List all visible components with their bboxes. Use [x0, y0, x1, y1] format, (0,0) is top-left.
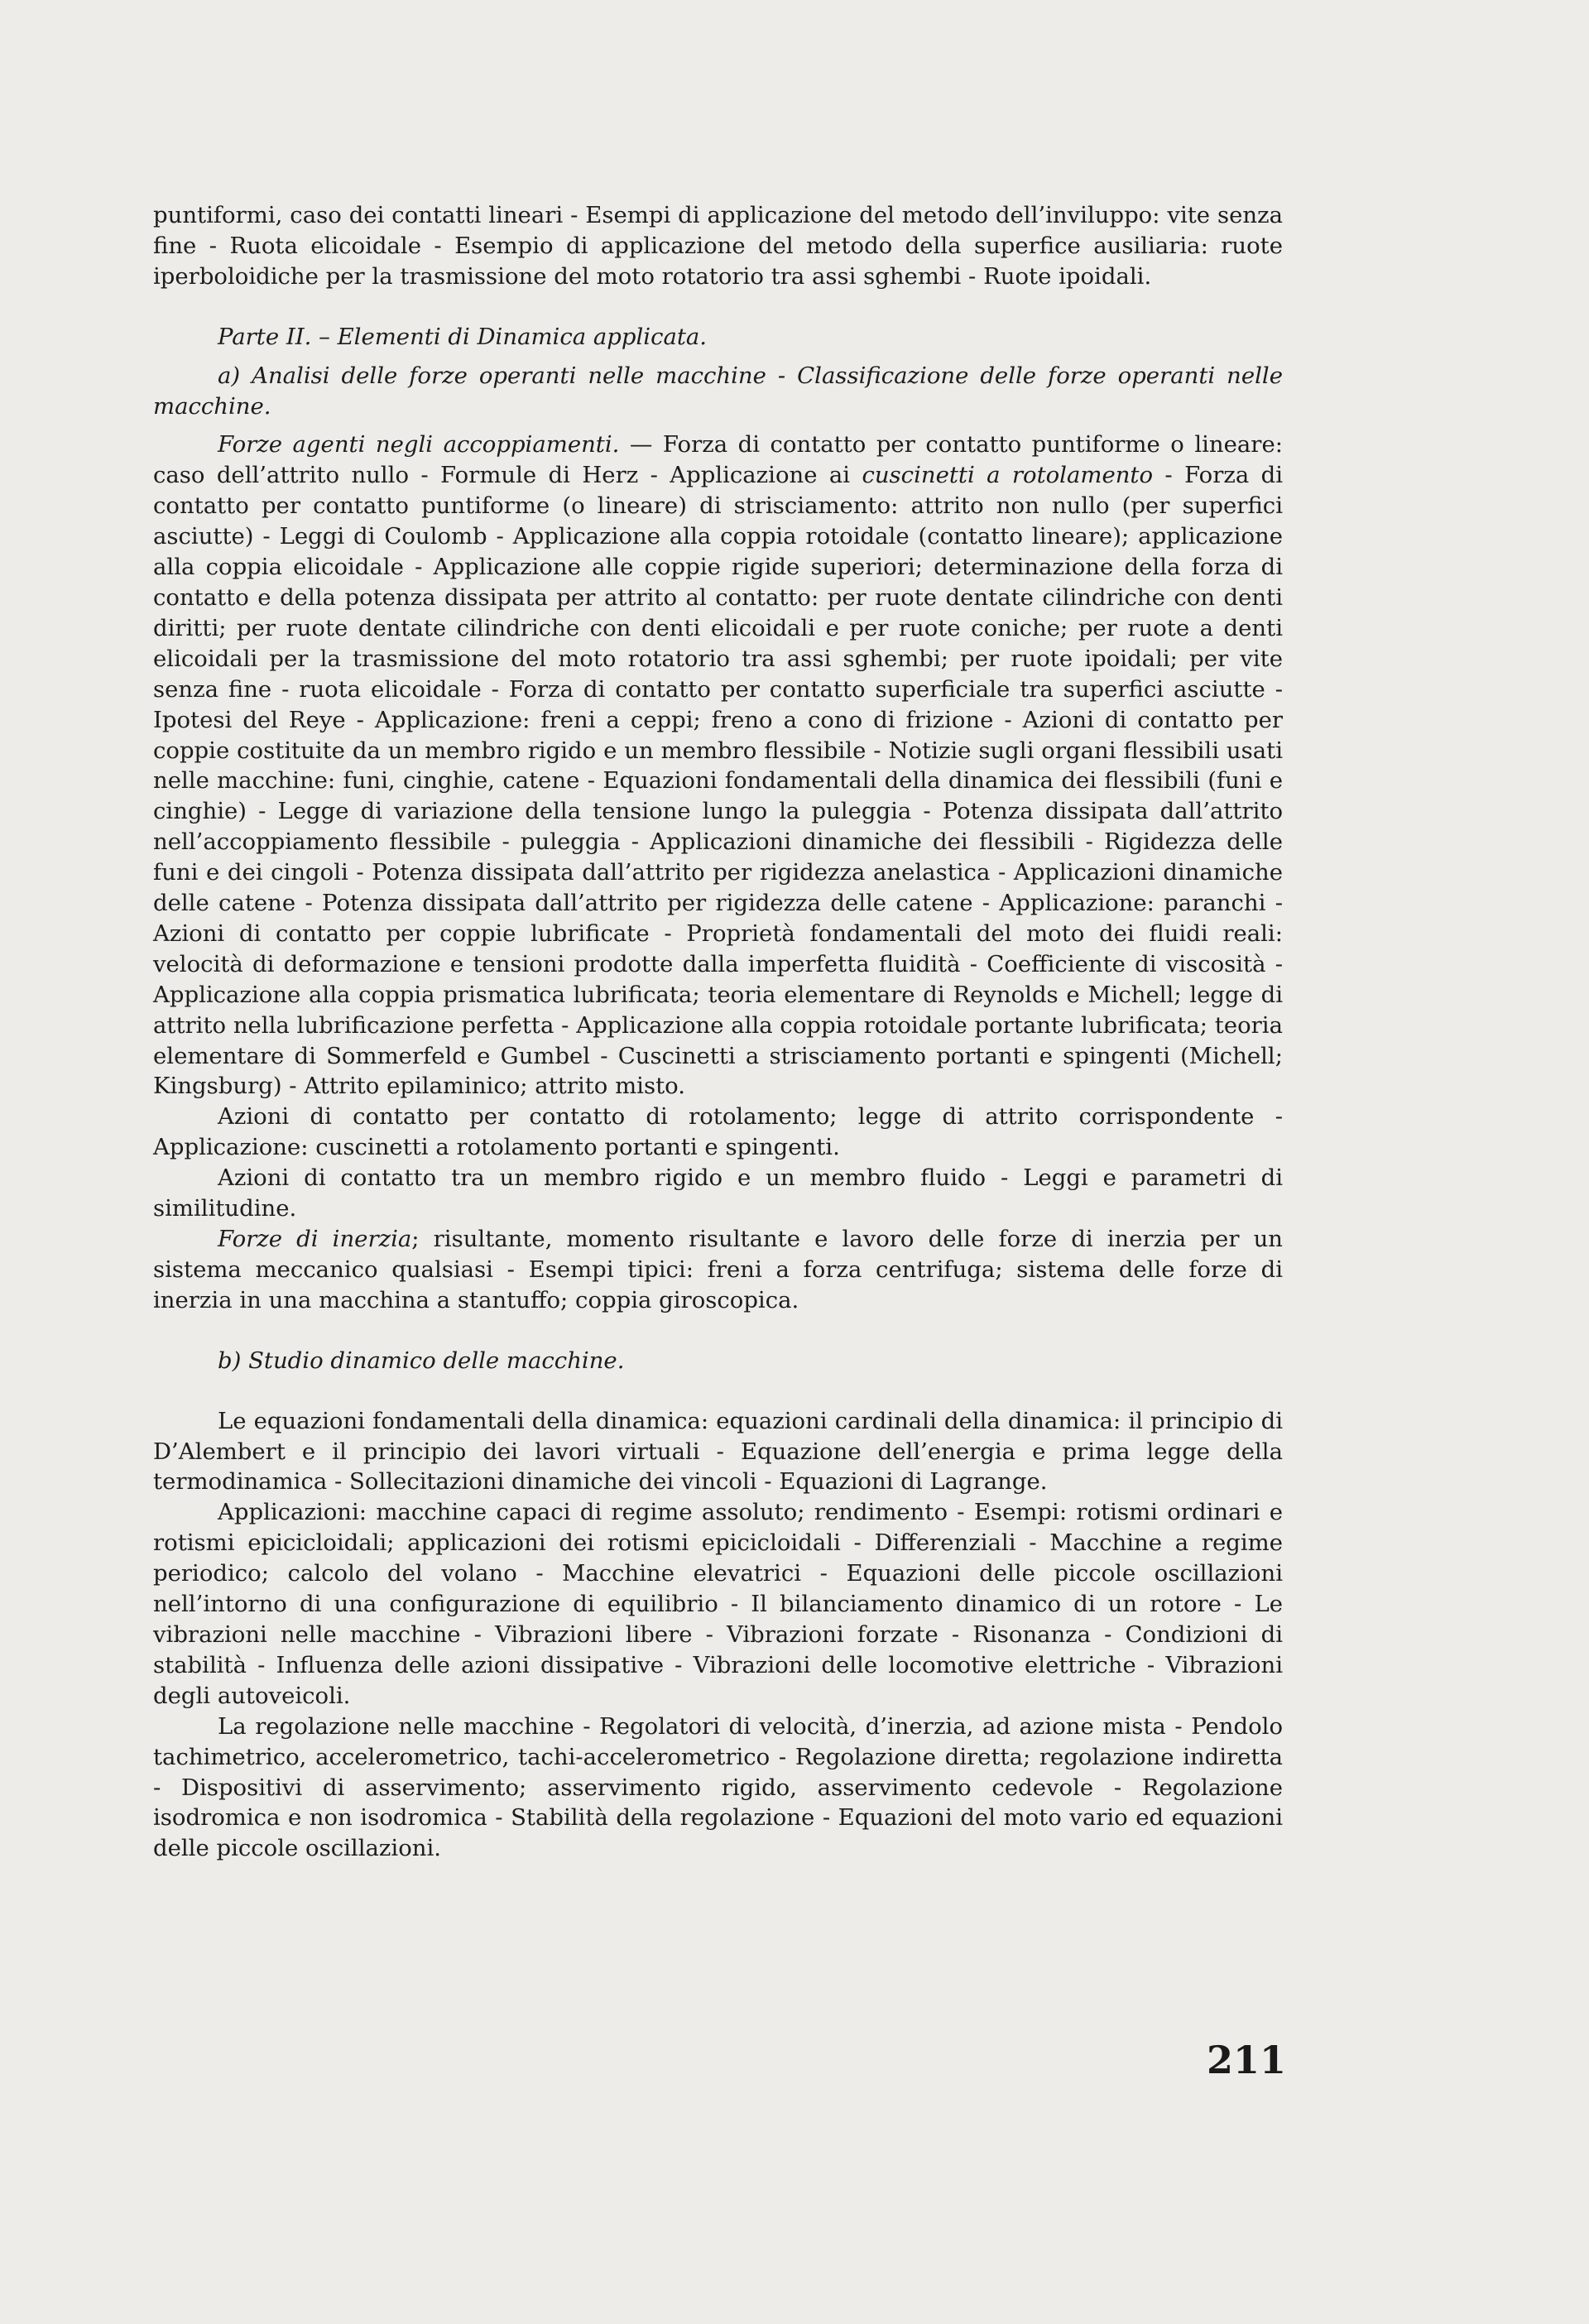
forze-agenti-label: Forze agenti negli accoppiamenti. — [218, 431, 620, 459]
forze-agenti-text-1: — Forza di contatto per contatto puntiforme o lineare: caso dell’attrito nullo - Formule di Herz - Applicazione ai — [153, 431, 1283, 489]
inerzia-label: Forze di inerzia — [218, 1226, 412, 1252]
inerzia-text: ; risultante, momento risultante e lavoro delle forze di inerzia per un sistema meccanico qualsiasi - Esempi tipici: freni a forza centrifuga; sistema delle forze di inerzia in una macchina a stantuffo; coppia giroscopica. — [153, 1226, 1284, 1313]
inerzia-paragraph — [153, 1224, 1283, 1316]
page-body — [153, 200, 1283, 1864]
fluido-paragraph: Azioni di contatto tra un membro rigido e un membro fluido - Leggi e parametri di similitudine. — [153, 1164, 1283, 1222]
section-a-heading: a) Analisi delle forze operanti nelle macchine - Classificazione delle forze operanti nelle macchine. — [153, 362, 1283, 420]
part-heading: Parte II. – Elementi di Dinamica applicata. — [218, 323, 708, 350]
forze-agenti-text-2: - Forza di contatto per contatto puntiforme (o lineare) di strisciamento: attrito non nullo (per superfici asciutte) - Leggi di Coulomb - Applicazione alla coppia rotoidale (contatto lineare); applicazione alla coppia elicoidale - Applicazione alle coppie rigide superiori; determinazione della forza di contatto e della potenza dissipata per attrito al contatto: per ruote dentate cilindriche con denti diritti; per ruote dentate cilindriche con denti elicoidali e per ruote coniche; per ruote a denti elicoidali per la trasmissione del moto rotatorio tra assi sghembi; per ruote ipoidali; per vite senza fine - ruota elicoidale - Forza di contatto per contatto superficiale tra superfici asciutte - Ipotesi del Reye - Applicazione: freni a ceppi; freno a cono di frizione - Azioni di contatto per coppie costituite da un membro rigido e un membro flessibile - Notizie sugli organi flessibili usati nelle macchine: funi, cinghie, catene - Equazioni fondamentali della dinamica dei flessibili (funi e cinghie) - Legge di variazione della tensione lungo la puleggia - Potenza dissipata dall’attrito nell’accoppiamento flessibile - puleggia - Applicazioni dinamiche dei flessibili - Rigidezza delle funi e dei cingoli - Potenza dissipata dall’attrito per rigidezza anelastica - Applicazioni dinamiche delle catene - Potenza dissipata dall’attrito per rigidezza delle catene - Applicazione: paranchi - Azioni di contatto per coppie lubrificate - Proprietà fondamentali del moto dei fluidi reali: velocità di deformazione e tensioni prodotte dalla imperfetta fluidità - Coefficiente di viscosità - Applicazione alla coppia prismatica lubrificata; teoria elementare di Reynolds e Michell; legge di attrito nella lubrificazione perfetta - Applicazione alla coppia rotoidale portante lubrificata; teoria elementare di Sommerfeld e Gumbel - Cuscinetti a strisciamento portanti e spingenti (Michell; Kingsburg) - Attrito epilaminico; attrito misto. — [153, 462, 1283, 1100]
section-b-paragraph-2: Applicazioni: macchine capaci di regime assoluto; rendimento - Esempi: rotismi ordinari e rotismi epicicloidali; applicazioni dei rotismi epicicloidali - Differenziali - Macchine a regime periodico; calcolo del volano - Macchine elevatrici - Equazioni delle piccole oscillazioni nell’intorno di una configurazione di equilibrio - Il bilanciamento dinamico di un rotore - Le vibrazioni nelle macchine - Vibrazioni libere - Vibrazioni forzate - Risonanza - Condizioni di stabilità - Influenza delle azioni dissipative - Vibrazioni delle locomotive elettriche - Vibrazioni degli autoveicoli. — [153, 1499, 1283, 1709]
page-number: 211 — [1207, 2038, 1287, 2082]
rotolamento-paragraph: Azioni di contatto per contatto di rotolamento; legge di attrito corrispondente - Applicazione: cuscinetti a rotolamento portanti e spingenti. — [153, 1103, 1283, 1161]
forze-agenti-italic: cuscinetti a rotolamento — [862, 462, 1154, 489]
section-b-heading: b) Studio dinamico delle macchine. — [218, 1347, 625, 1374]
intro-paragraph: puntiformi, caso dei contatti lineari - Esempi di applicazione del metodo dell’inviluppo: vite senza fine - Ruota elicoidale - Esempio di applicazione del metodo della superfice ausiliaria: ruote iperboloidiche per la trasmissione del moto rotatorio tra assi sghembi - Ruote ipoidali. — [153, 202, 1283, 290]
forze-agenti-paragraph — [153, 430, 1283, 1102]
section-b-paragraph-3: La regolazione nelle macchine - Regolatori di velocità, d’inerzia, ad azione mista - Pendolo tachimetrico, accelerometrico, tachi-accelerometrico - Regolazione diretta; regolazione indiretta - Dispositivi di asservimento; asservimento rigido, asservimento cedevole - Regolazione isodromica e non isodromica - Stabilità della regolazione - Equazioni del moto vario ed equazioni delle piccole oscillazioni. — [153, 1712, 1283, 1862]
section-b-paragraph-1: Le equazioni fondamentali della dinamica: equazioni cardinali della dinamica: il principio di D’Alembert e il principio dei lavori virtuali - Equazione dell’energia e prima legge della termodinamica - Sollecitazioni dinamiche dei vincoli - Equazioni di Lagrange. — [153, 1407, 1283, 1496]
